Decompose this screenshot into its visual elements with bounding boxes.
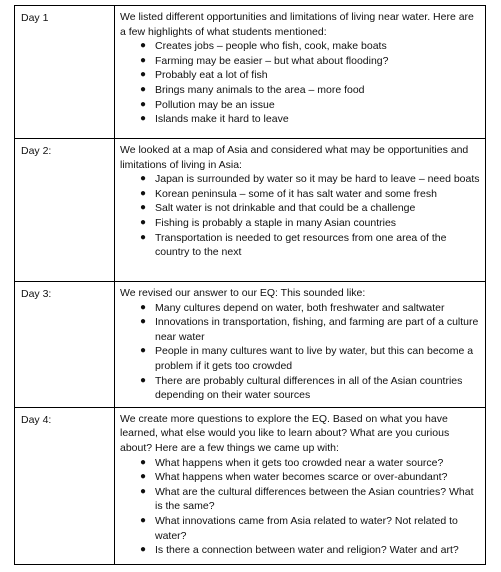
table-row bbox=[15, 407, 486, 564]
list-item-text: What innovations came from Asia related to water? Not related to water? bbox=[155, 514, 458, 542]
list-item bbox=[140, 187, 480, 202]
bullet-icon: ● bbox=[140, 374, 147, 386]
list-item-text: Innovations in transportation, fishing, and farming are part of a culture near water bbox=[155, 316, 479, 343]
bullet-icon: ● bbox=[140, 54, 147, 66]
table-row bbox=[15, 282, 486, 408]
intro-text: We revised our answer to our EQ: This sounded like: bbox=[120, 287, 366, 299]
list-item-text: Fishing is probably a staple in many Asian countries bbox=[155, 216, 397, 229]
day-content bbox=[115, 139, 486, 282]
bullet-icon: ● bbox=[140, 544, 147, 556]
bullet-icon: ● bbox=[140, 301, 147, 313]
day-content bbox=[115, 282, 486, 408]
list-item bbox=[140, 39, 480, 54]
list-item-text: Is there a connection between water and religion? Water and art? bbox=[155, 544, 459, 557]
bullet-list bbox=[120, 172, 480, 260]
list-item-text: Creates jobs – people who fish, cook, make boats bbox=[155, 40, 387, 53]
bullet-icon: ● bbox=[140, 456, 147, 468]
list-item bbox=[140, 68, 480, 83]
list-item bbox=[140, 315, 480, 344]
list-item-text: Many cultures depend on water, both freshwater and saltwater bbox=[155, 301, 445, 314]
list-item-text: Brings many animals to the area – more food bbox=[155, 83, 365, 96]
list-item-text: Probably eat a lot of fish bbox=[155, 69, 268, 82]
lesson-days-table bbox=[14, 5, 486, 565]
bullet-list bbox=[120, 456, 480, 558]
table-row bbox=[15, 139, 486, 282]
intro-text: We create more questions to explore the EQ. Based on what you have learned, what else would you like to learn about? What are you curious about? Here are a few things we came up with: bbox=[120, 412, 450, 454]
list-item bbox=[140, 216, 480, 231]
bullet-list bbox=[120, 39, 480, 127]
intro-text: We looked at a map of Asia and considered what may be opportunities and limitations of living in Asia: bbox=[120, 144, 469, 171]
list-item bbox=[140, 485, 480, 514]
table-body bbox=[15, 6, 486, 565]
list-item bbox=[140, 112, 480, 127]
list-item bbox=[140, 231, 480, 260]
day-content bbox=[115, 407, 486, 564]
list-item bbox=[140, 201, 480, 216]
list-item bbox=[140, 374, 480, 403]
list-item-text: Salt water is not drinkable and that could be a challenge bbox=[155, 202, 416, 215]
intro-text: We listed different opportunities and limitations of living near water. Here are a few highlights of what students mentioned: bbox=[120, 11, 474, 38]
bullet-icon: ● bbox=[140, 187, 147, 199]
bullet-icon: ● bbox=[140, 202, 147, 214]
bullet-icon: ● bbox=[140, 40, 147, 52]
list-item bbox=[140, 470, 480, 485]
list-item bbox=[140, 514, 480, 543]
list-item bbox=[140, 172, 480, 187]
day-label: Day 1 bbox=[15, 6, 115, 139]
day-label: Day 2: bbox=[15, 139, 115, 282]
list-item-text: Japan is surrounded by water so it may be hard to leave – need boats bbox=[155, 173, 480, 186]
bullet-list bbox=[120, 301, 480, 403]
bullet-icon: ● bbox=[140, 231, 147, 243]
list-item-text: There are probably cultural differences in all of the Asian countries depending on their water sources bbox=[155, 374, 463, 402]
bullet-icon: ● bbox=[140, 316, 147, 328]
bullet-icon: ● bbox=[140, 173, 147, 185]
list-item bbox=[140, 301, 480, 316]
day-label: Day 4: bbox=[15, 407, 115, 564]
list-item bbox=[140, 456, 480, 471]
list-item-text: Farming may be easier – but what about flooding? bbox=[155, 54, 389, 67]
day-label: Day 3: bbox=[15, 282, 115, 408]
list-item-text: Korean peninsula – some of it has salt water and some fresh bbox=[155, 187, 437, 200]
list-item bbox=[140, 98, 480, 113]
bullet-icon: ● bbox=[140, 216, 147, 228]
list-item bbox=[140, 54, 480, 69]
day-content bbox=[115, 6, 486, 139]
list-item bbox=[140, 83, 480, 98]
bullet-icon: ● bbox=[140, 83, 147, 95]
bullet-icon: ● bbox=[140, 98, 147, 110]
list-item bbox=[140, 543, 480, 558]
bullet-icon: ● bbox=[140, 514, 147, 526]
list-item bbox=[140, 344, 480, 373]
bullet-icon: ● bbox=[140, 345, 147, 357]
list-item-text: Transportation is needed to get resources from one area of the country to the next bbox=[155, 231, 447, 259]
list-item-text: What happens when it gets too crowded near a water source? bbox=[155, 456, 444, 469]
bullet-icon: ● bbox=[140, 69, 147, 81]
bullet-icon: ● bbox=[140, 471, 147, 483]
bullet-icon: ● bbox=[140, 113, 147, 125]
table-row bbox=[15, 6, 486, 139]
list-item-text: What happens when water becomes scarce or over-abundant? bbox=[155, 471, 448, 484]
list-item-text: People in many cultures want to live by water, but this can become a problem if it gets too crowded bbox=[155, 345, 474, 372]
list-item-text: What are the cultural differences between the Asian countries? What is the same? bbox=[155, 485, 474, 513]
list-item-text: Pollution may be an issue bbox=[155, 98, 275, 111]
bullet-icon: ● bbox=[140, 485, 147, 497]
list-item-text: Islands make it hard to leave bbox=[155, 113, 289, 126]
